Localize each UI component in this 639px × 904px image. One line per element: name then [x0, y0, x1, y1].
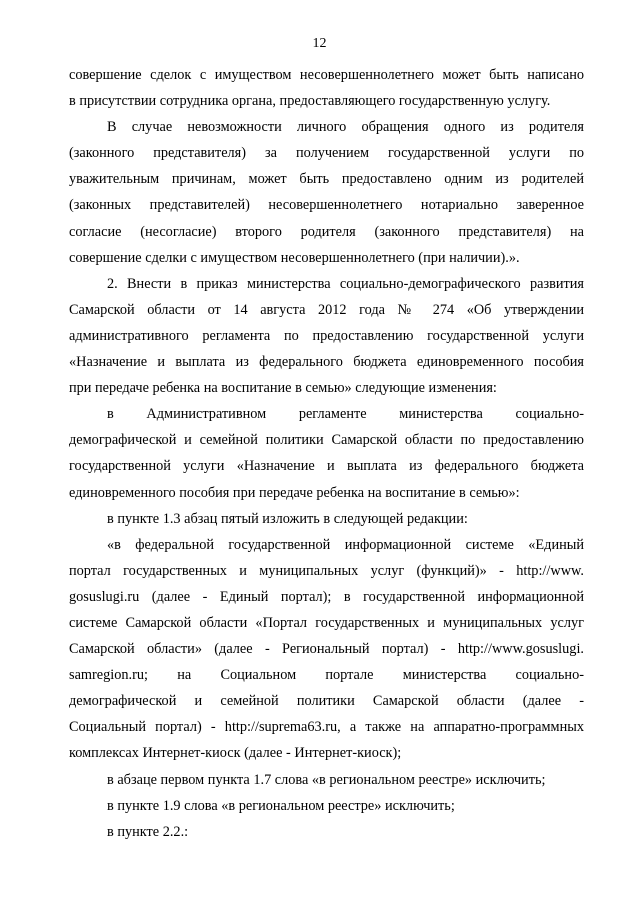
text-line: В случае невозможности личного обращения одного из родителя — [107, 119, 584, 136]
text-line: «Назначение и выплата из федерального бюджета единовременного пособия — [69, 354, 584, 371]
paragraph — [69, 401, 584, 505]
text-line: Самарской области от 14 августа 2012 года № 274 «Об утверждении — [69, 301, 584, 318]
text-line: gosuslugi.ru (далее - Единый портал); в государственной информационной — [69, 588, 584, 605]
paragraph — [69, 114, 584, 271]
text-line: демографической и семейной политики Самарской области по предоставлению — [69, 432, 584, 449]
page-number: 12 — [312, 36, 327, 51]
text-line: (законного представителя) за получением государственной услуги по — [69, 145, 584, 162]
paragraph — [69, 271, 584, 401]
text-line: samregion.ru; на Социальном портале министерства социально- — [69, 667, 584, 684]
text-line: 2. Внести в приказ министерства социально-демографического развития — [107, 275, 584, 292]
paragraph — [69, 62, 584, 114]
paragraph — [69, 532, 584, 767]
document-body — [69, 62, 584, 845]
text-line: в пункте 1.3 абзац пятый изложить в следующей редакции: — [107, 510, 468, 527]
text-line: демографической и семейной политики Самарской области (далее - — [69, 693, 584, 710]
text-line: Социальный портал) - http://suprema63.ru, а также на аппаратно-программных — [69, 719, 584, 736]
text-line: совершение сделки с имуществом несовершеннолетнего (при наличии).». — [69, 249, 520, 266]
text-line: в пункте 1.9 слова «в региональном реестре» исключить; — [107, 797, 455, 814]
text-line: в присутствии сотрудника органа, предоставляющего государственную услугу. — [69, 93, 551, 110]
text-line: (законных представителей) несовершеннолетнего нотариально заверенное — [69, 197, 584, 214]
text-line: при передаче ребенка на воспитание в семью» следующие изменения: — [69, 380, 497, 397]
text-line: комплексах Интернет-киоск (далее - Интернет-киоск); — [69, 745, 402, 762]
text-line: уважительным причинам, может быть предоставлено одним из родителей — [69, 171, 584, 188]
paragraph — [69, 793, 584, 819]
text-line: единовременного пособия при передаче ребенка на воспитание в семью»: — [69, 484, 520, 501]
text-line: в абзаце первом пункта 1.7 слова «в региональном реестре» исключить; — [107, 771, 546, 788]
text-line: государственной услуги «Назначение и выплата из федерального бюджета — [69, 458, 584, 475]
paragraph — [69, 819, 584, 845]
text-line: административного регламента по предоставлению государственной услуги — [69, 327, 584, 344]
paragraph — [69, 506, 584, 532]
text-line: совершение сделок с имуществом несовершеннолетнего может быть написано — [69, 67, 584, 83]
text-line: «в федеральной государственной информационной системе «Единый — [107, 536, 584, 553]
paragraph — [69, 767, 584, 793]
text-line: согласие (несогласие) второго родителя (законного представителя) на — [69, 223, 584, 240]
text-line: в Административном регламенте министерства социально- — [107, 406, 584, 423]
text-line: Самарской области» (далее - Региональный портал) - http://www.gosuslugi. — [69, 641, 584, 658]
text-line: системе Самарской области «Портал государственных и муниципальных услуг — [69, 614, 584, 631]
text-line: портал государственных и муниципальных услуг (функций)» - http://www. — [69, 562, 584, 579]
text-line: в пункте 2.2.: — [107, 823, 189, 840]
